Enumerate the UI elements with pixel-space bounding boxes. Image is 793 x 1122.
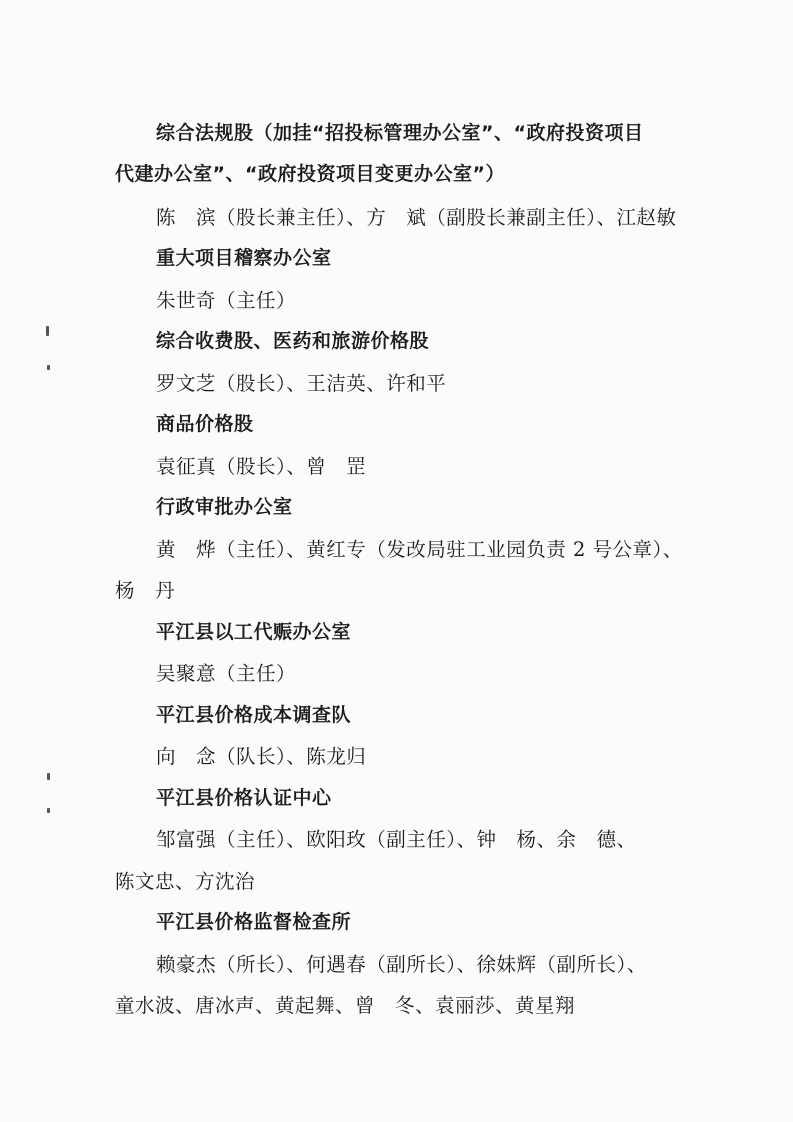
section-heading: 商品价格股 [156,413,254,435]
section-heading: 平江县价格监督检查所 [156,911,352,933]
member-list: 罗文芝（股长）、王洁英、许和平 [156,372,447,395]
member-list: 向 念（队长）、陈龙归 [156,745,367,768]
member-list: 杨 丹 [115,579,176,602]
section-heading: 平江县价格成本调查队 [156,704,352,726]
member-list: 袁征真（股长）、曾 罡 [156,455,367,478]
section-heading: 平江县价格认证中心 [156,787,332,809]
member-list: 朱世奇（主任） [156,289,297,312]
member-list: 赖豪杰（所长）、何遇春（副所长）、徐妹辉（副所长）、 [156,953,647,976]
member-list: 陈 滨（股长兼主任）、方 斌（副股长兼副主任）、江赵敏 [156,206,677,229]
section-heading: 行政审批办公室 [156,496,293,518]
scan-mark [47,365,50,370]
member-list: 黄 烨（主任）、黄红专（发改局驻工业园负责 2 号公章）、 [156,538,683,561]
section-heading: 综合收费股、医药和旅游价格股 [156,330,430,352]
section-heading: 综合法规股（加挂“招投标管理办公室”、“政府投资项目 [156,122,644,144]
scan-mark [46,326,49,336]
scan-mark [47,808,50,813]
section-heading: 代建办公室”、“政府投资项目变更办公室”） [115,163,505,185]
member-list: 童水波、唐冰声、黄起舞、曾 冬、袁丽莎、黄星翔 [115,994,576,1017]
member-list: 邹富强（主任）、欧阳玫（副主任）、钟 杨、余 德、 [156,828,637,851]
member-list: 陈文忠、方沈治 [115,870,256,893]
section-heading: 平江县以工代赈办公室 [156,621,352,643]
member-list: 吴聚意（主任） [156,662,297,685]
section-heading: 重大项目稽察办公室 [156,247,332,269]
scan-mark [47,773,50,780]
